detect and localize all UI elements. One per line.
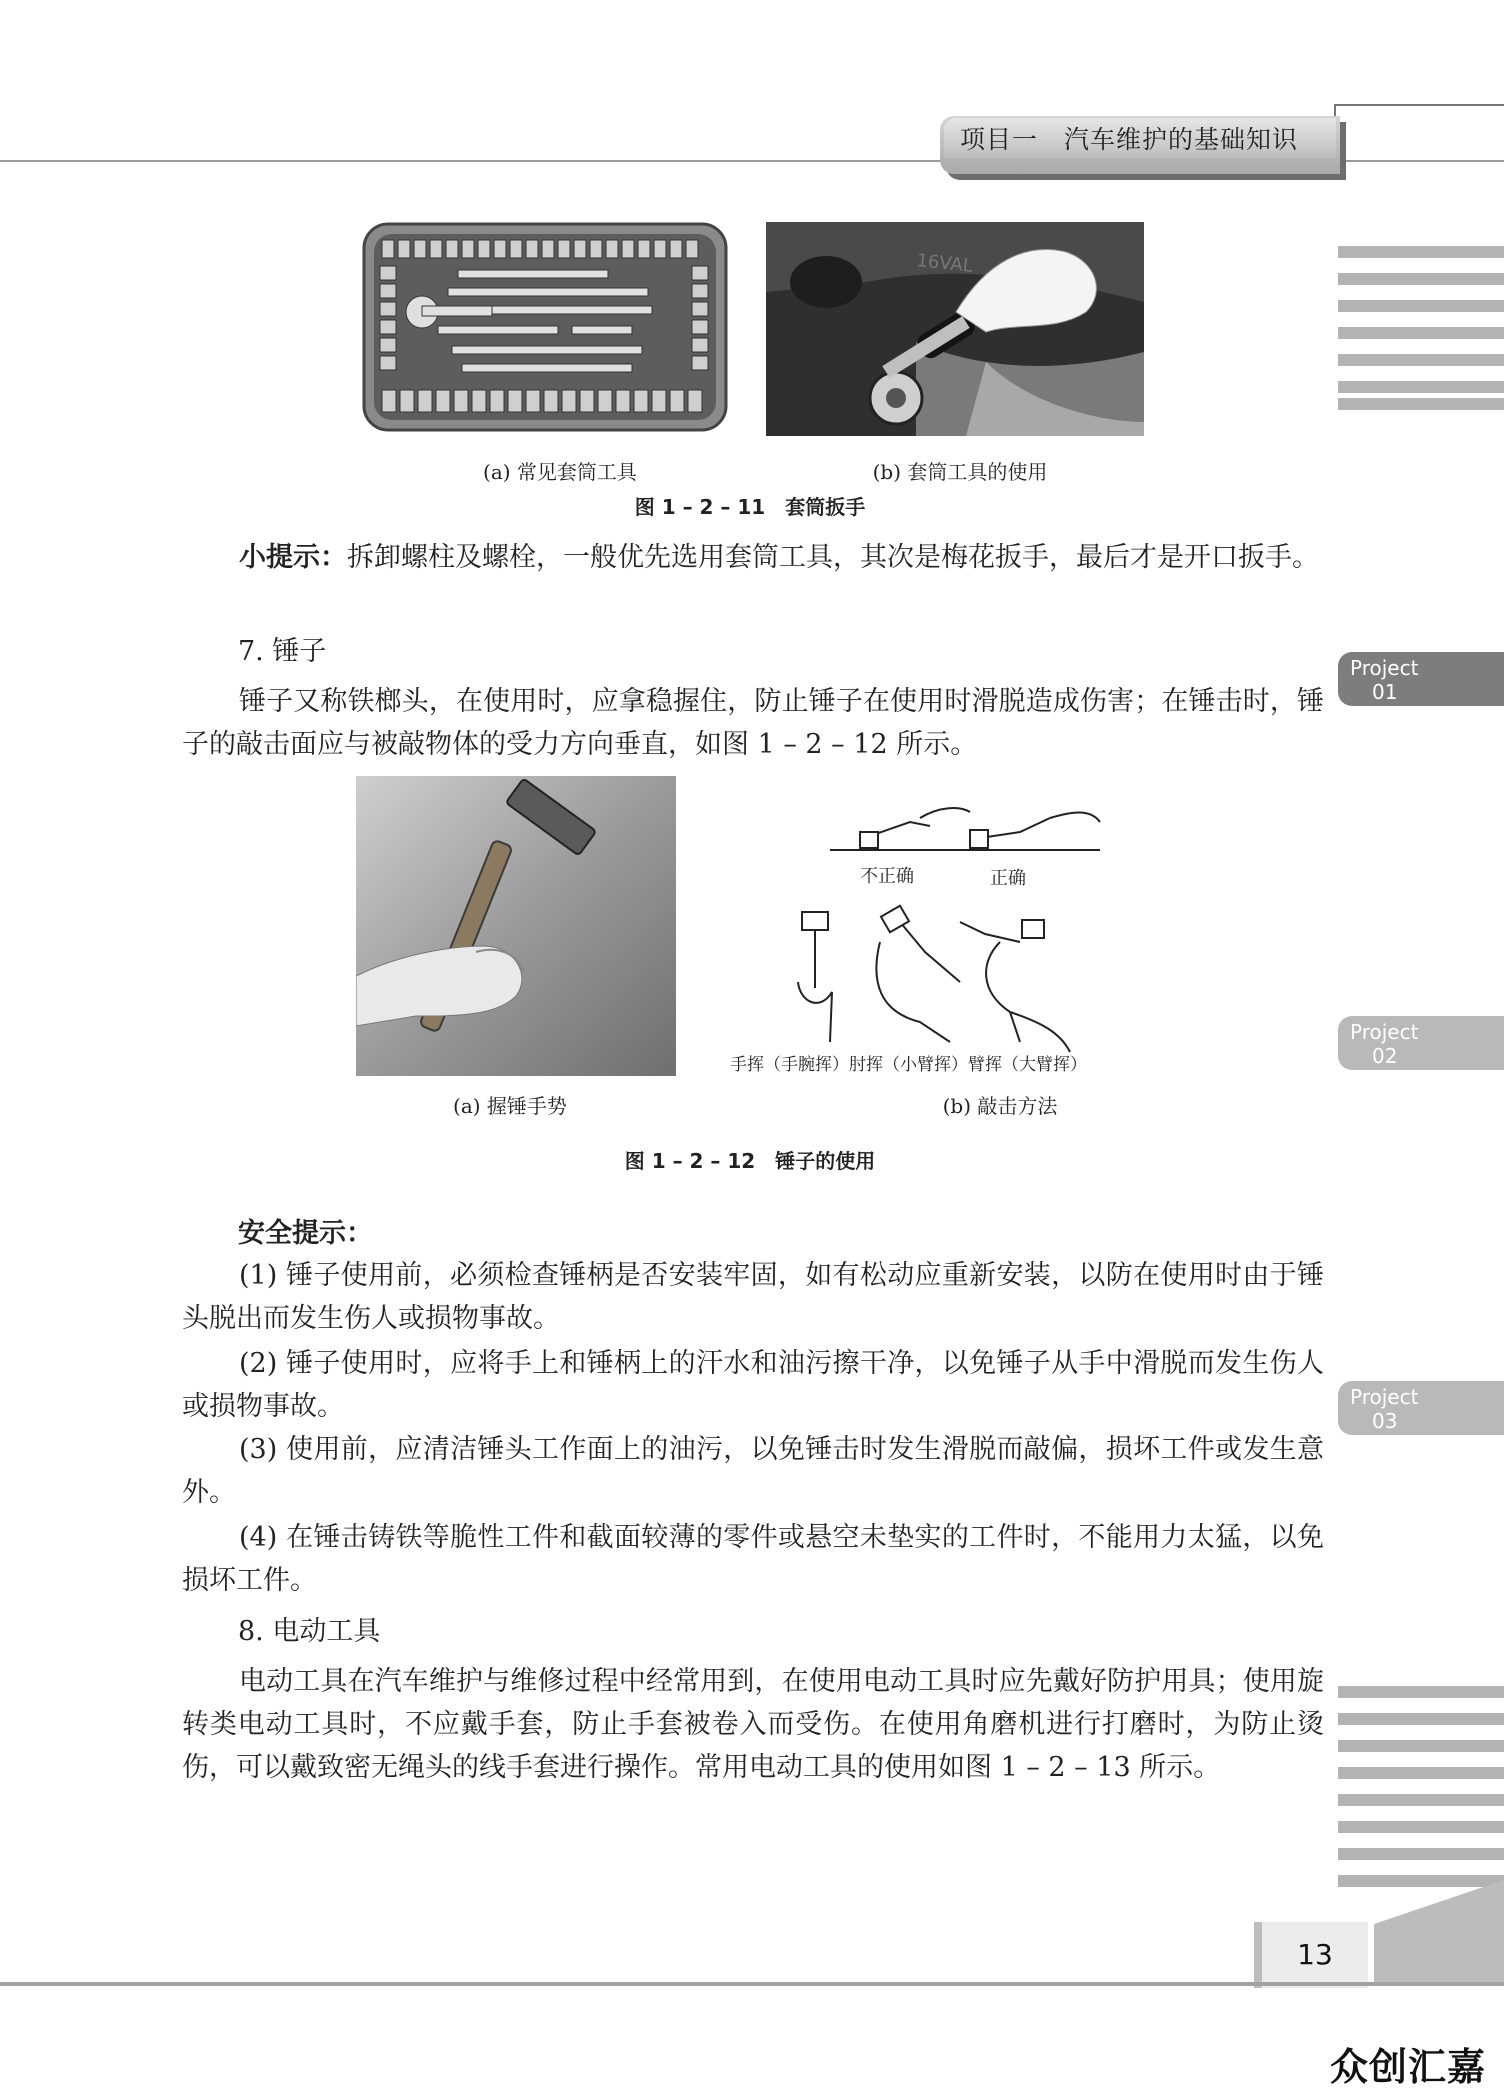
header-corner-frame	[1334, 104, 1504, 162]
project-tab-label: Project	[1350, 656, 1419, 680]
socket-wrench-in-use-photo	[766, 222, 1144, 436]
publisher-watermark: 众创汇嘉	[1330, 2045, 1487, 2089]
safety-item-1: (1) 锤子使用前，必须检查锤柄是否安装牢固，如有松动应重新安装，以防在使用时由于锤头脱出而发生伤人或损物事故。	[182, 1260, 1324, 1334]
figure-2-caption-a: (a) 握锤手势	[453, 1094, 567, 1118]
tip-text: 拆卸螺柱及螺栓，一般优先选用套筒工具，其次是梅花扳手，最后才是开口扳手。	[347, 542, 1319, 573]
project-tab-number: 01	[1372, 680, 1398, 704]
project-tab-number: 02	[1372, 1044, 1398, 1068]
tip-label: 小提示：	[239, 542, 347, 573]
section-8-paragraph: 电动工具在汽车维护与维修过程中经常用到，在使用电动工具时应先戴好防护用具；使用旋转类电动工具时，不应戴手套，防止手套被卷入而受伤。在使用角磨机进行打磨时，为防止烫伤，可以戴致密无绳头的线手套进行操作。常用电动工具的使用如图 1 – 2 – 13 所示。	[182, 1666, 1324, 1783]
section-7-heading: 7. 锤子	[238, 636, 327, 667]
section-7-paragraph: 锤子又称铁榔头，在使用时，应拿稳握住，防止锤子在使用时滑脱造成伤害；在锤击时，锤子的敲击面应与被敲物体的受力方向垂直，如图 1 – 2 – 12 所示。	[182, 686, 1324, 760]
svg-text:16VAL: 16VAL	[915, 250, 974, 277]
figure-2-caption-b: (b) 敲击方法	[942, 1094, 1058, 1118]
figure-1-title: 图 1 – 2 – 11 套筒扳手	[634, 495, 866, 519]
safety-heading: 安全提示：	[238, 1218, 373, 1249]
project-tab-03[interactable]	[1338, 1381, 1504, 1435]
footer-wedge	[1374, 1880, 1504, 1984]
project-tab-label: Project	[1350, 1020, 1419, 1044]
project-tab-label: Project	[1350, 1385, 1419, 1409]
hammer-grip-photo	[356, 776, 676, 1076]
safety-item-4: (4) 在锤击铸铁等脆性工件和截面较薄的零件或悬空未垫实的工件时，不能用力太猛，以免损坏工件。	[182, 1522, 1324, 1596]
socket-toolbox-photo	[362, 222, 728, 438]
tip-paragraph	[182, 536, 1324, 579]
chapter-title: 项目一 汽车维护的基础知识	[960, 125, 1299, 154]
page-number: 13	[1254, 1922, 1368, 1988]
project-tab-01[interactable]	[1338, 652, 1504, 706]
safety-item-3: (3) 使用前，应清洁锤头工作面上的油污，以免锤击时发生滑脱而敲偏，损坏工件或发生意外。	[182, 1434, 1324, 1508]
footer-rule	[0, 1982, 1504, 1986]
project-tab-02[interactable]	[1338, 1016, 1504, 1070]
figure-1-caption-b: (b) 套筒工具的使用	[872, 460, 1048, 484]
label-swing-types: 手挥（手腕挥）肘挥（小臂挥）臂挥（大臂挥）	[730, 1055, 1087, 1075]
safety-item-2: (2) 锤子使用时，应将手上和锤柄上的汗水和油污擦干净，以免锤子从手中滑脱而发生伤人或损物事故。	[182, 1348, 1324, 1422]
hammering-methods-diagram	[720, 792, 1160, 1082]
project-tab-number: 03	[1372, 1409, 1398, 1433]
section-8-heading: 8. 电动工具	[238, 1616, 381, 1647]
figure-2-title: 图 1 – 2 – 12 锤子的使用	[624, 1149, 876, 1173]
label-correct: 正确	[990, 868, 1026, 889]
figure-1-caption-a: (a) 常见套筒工具	[483, 460, 637, 484]
label-incorrect: 不正确	[860, 866, 914, 887]
